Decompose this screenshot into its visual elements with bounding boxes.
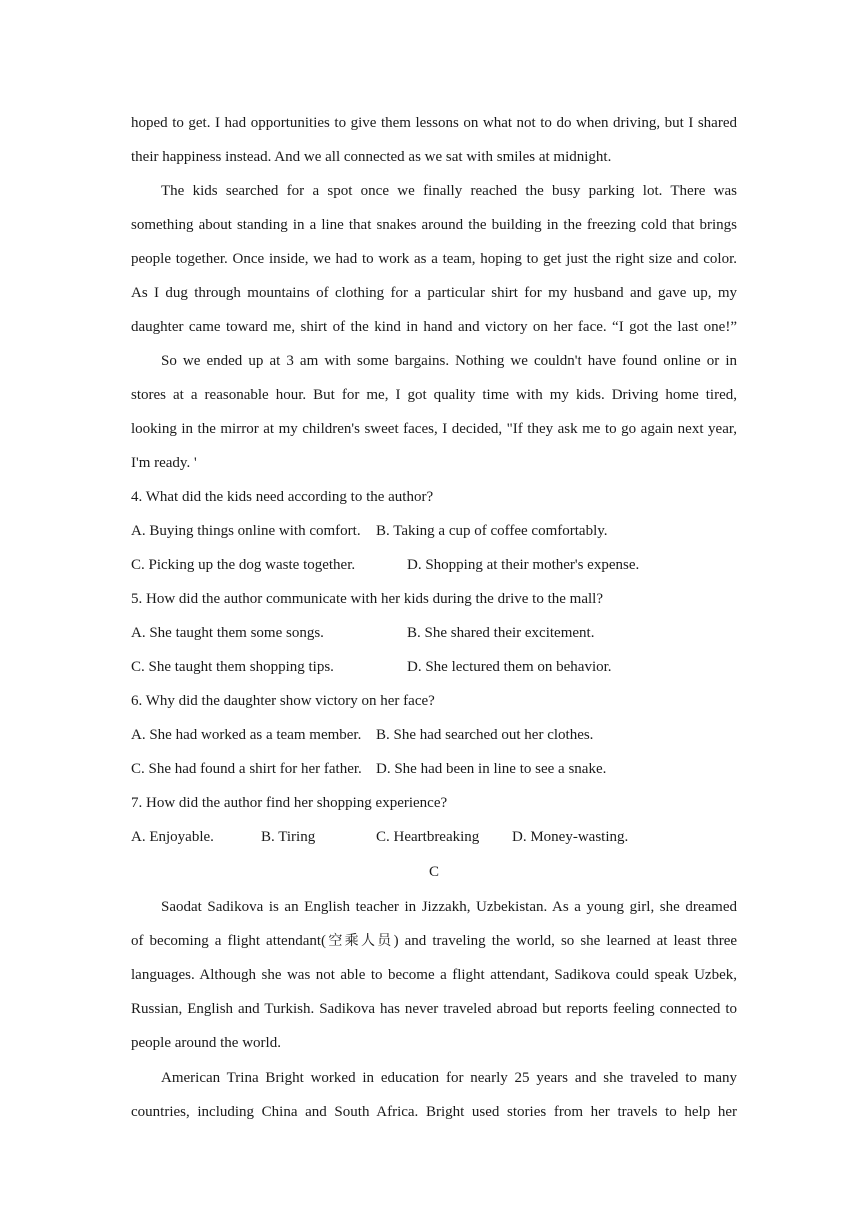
- answer-option[interactable]: B. She had searched out her clothes.: [376, 727, 594, 743]
- answer-option[interactable]: A. Enjoyable.: [131, 829, 214, 845]
- passage-line: stores at a reasonable hour. But for me, I got quality time with my kids. Driving home tired,: [131, 387, 737, 403]
- passage-line: looking in the mirror at my children's sweet faces, I decided, "If they ask me to go again next year,: [131, 421, 737, 437]
- chinese-gloss: 空乘人员: [326, 933, 394, 949]
- answer-option[interactable]: B. She shared their excitement.: [407, 625, 595, 641]
- passage-line: daughter came toward me, shirt of the kind in hand and victory on her face. “I got the last one!”: [131, 319, 737, 335]
- answer-option[interactable]: A. She had worked as a team member.: [131, 727, 362, 743]
- answer-option[interactable]: B. Taking a cup of coffee comfortably.: [376, 523, 608, 539]
- answer-option[interactable]: B. Tiring: [261, 829, 316, 845]
- passage-line: languages. Although she was not able to become a flight attendant, Sadikova could speak Uzbek,: [131, 967, 737, 983]
- passage-line: hoped to get. I had opportunities to give them lessons on what not to do when driving, but I shared: [131, 115, 737, 131]
- passage-line: something about standing in a line that snakes around the building in the freezing cold that brings: [131, 217, 737, 233]
- answer-option[interactable]: A. She taught them some songs.: [131, 625, 324, 641]
- passage-text: of becoming a flight attendant(: [131, 933, 327, 949]
- passage-line: As I dug through mountains of clothing for a particular shirt for my husband and gave up, my: [131, 285, 737, 301]
- question-stem: 5. How did the author communicate with her kids during the drive to the mall?: [131, 591, 603, 607]
- passage-line: Russian, English and Turkish. Sadikova has never traveled abroad but reports feeling connected to: [131, 1001, 737, 1017]
- answer-option[interactable]: A. Buying things online with comfort.: [131, 523, 361, 539]
- passage-line: Saodat Sadikova is an English teacher in Jizzakh, Uzbekistan. As a young girl, she dreamed: [161, 899, 737, 915]
- passage-line: I'm ready. ': [131, 455, 197, 471]
- passage-line: [131, 931, 737, 951]
- answer-option[interactable]: C. Heartbreaking: [376, 829, 480, 845]
- passage-line: American Trina Bright worked in education for nearly 25 years and she traveled to many: [161, 1070, 737, 1086]
- answer-option[interactable]: C. She taught them shopping tips.: [131, 659, 334, 675]
- answer-option[interactable]: C. She had found a shirt for her father.: [131, 761, 362, 777]
- section-heading: C: [428, 864, 439, 880]
- question-stem: 4. What did the kids need according to the author?: [131, 489, 434, 505]
- passage-line: their happiness instead. And we all connected as we sat with smiles at midnight.: [131, 149, 612, 165]
- passage-line: people together. Once inside, we had to work as a team, hoping to get just the right size and color.: [131, 251, 737, 267]
- answer-option[interactable]: D. Money-wasting.: [512, 829, 629, 845]
- passage-text: ) and traveling the world, so she learned at least three: [393, 933, 738, 949]
- answer-option[interactable]: D. She had been in line to see a snake.: [376, 761, 607, 777]
- passage-line: people around the world.: [131, 1035, 281, 1051]
- answer-option[interactable]: D. She lectured them on behavior.: [407, 659, 612, 675]
- passage-line: So we ended up at 3 am with some bargains. Nothing we couldn't have found online or in: [161, 353, 737, 369]
- answer-option[interactable]: D. Shopping at their mother's expense.: [407, 557, 640, 573]
- passage-line: countries, including China and South Africa. Bright used stories from her travels to help her: [131, 1104, 737, 1120]
- answer-option[interactable]: C. Picking up the dog waste together.: [131, 557, 356, 573]
- passage-line: The kids searched for a spot once we finally reached the busy parking lot. There was: [161, 183, 737, 199]
- question-stem: 6. Why did the daughter show victory on her face?: [131, 693, 435, 709]
- question-stem: 7. How did the author find her shopping experience?: [131, 795, 448, 811]
